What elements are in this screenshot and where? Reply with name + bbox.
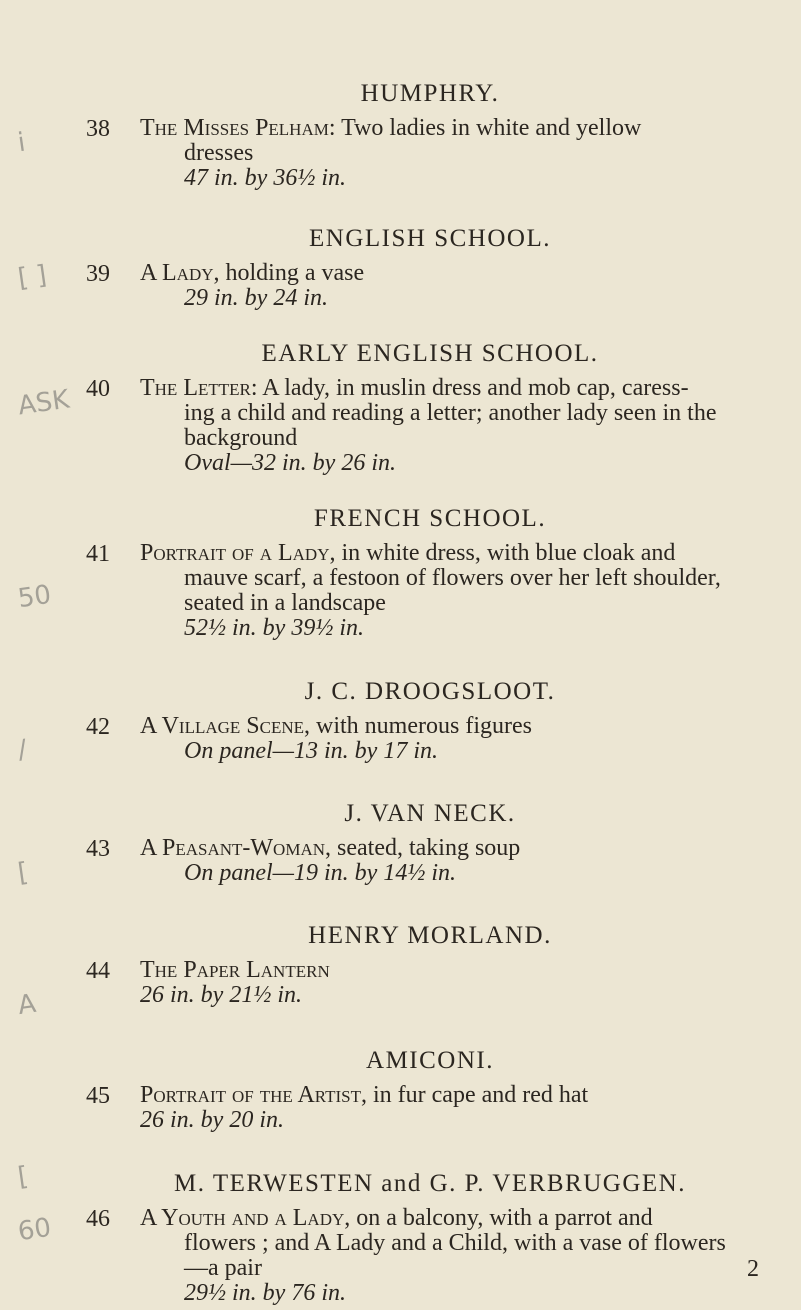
lot-measurement: Oval—32 in. by 26 in. bbox=[184, 450, 396, 476]
lot-text-continued: ing a child and reading a letter; another lady seen in the bbox=[184, 400, 717, 426]
lot-text: , with numerous figures bbox=[304, 713, 532, 739]
lot-measurement: 52½ in. by 39½ in. bbox=[184, 615, 364, 641]
margin-note: / bbox=[15, 734, 29, 766]
lot-measurement: 26 in. by 21½ in. bbox=[140, 982, 302, 1008]
artist-heading: AMICONI. bbox=[366, 1047, 494, 1074]
lot-text-continued: mauve scarf, a festoon of flowers over her left shoulder, bbox=[184, 565, 721, 591]
lot-description bbox=[140, 836, 780, 886]
margin-note: A bbox=[15, 988, 38, 1022]
lot-title: A Lady bbox=[140, 260, 214, 286]
lot-measurement: 47 in. by 36½ in. bbox=[184, 165, 346, 191]
artist-heading: FRENCH SCHOOL. bbox=[313, 505, 547, 532]
margin-note: [ bbox=[15, 857, 31, 889]
lot-text-continued: —a pair bbox=[184, 1255, 262, 1281]
lot-number: 40 bbox=[86, 376, 110, 402]
lot-text: : A lady, in muslin dress and mob cap, caress- bbox=[250, 375, 689, 401]
lot-text: , holding a vase bbox=[213, 260, 365, 286]
lot-number: 42 bbox=[86, 714, 110, 740]
lot-description bbox=[140, 714, 780, 764]
lot-text-continued: dresses bbox=[184, 140, 254, 166]
lot-description bbox=[140, 376, 780, 476]
lot-number: 41 bbox=[86, 541, 110, 567]
lot-measurement: 29 in. by 24 in. bbox=[184, 285, 328, 311]
margin-note: [ ] bbox=[16, 260, 49, 294]
lot-description bbox=[140, 261, 780, 311]
lot-description bbox=[140, 1206, 780, 1306]
lot-description bbox=[140, 1083, 780, 1133]
pencil-margin-notes bbox=[0, 0, 80, 1310]
artist-heading: HENRY MORLAND. bbox=[308, 922, 552, 949]
artist-heading: J. VAN NECK. bbox=[344, 800, 516, 827]
artist-heading: HUMPHRY. bbox=[360, 80, 500, 107]
lot-measurement: 29½ in. by 76 in. bbox=[184, 1280, 346, 1306]
lot-title: A Village Scene bbox=[140, 713, 305, 739]
margin-note: 60 bbox=[16, 1212, 54, 1248]
artist-heading: EARLY ENGLISH SCHOOL. bbox=[261, 340, 599, 367]
lot-text: , in fur cape and red hat bbox=[360, 1082, 589, 1108]
lot-title: The Letter bbox=[140, 375, 251, 401]
lot-text: : Two ladies in white and yellow bbox=[328, 115, 642, 141]
margin-note: [ bbox=[15, 1161, 31, 1193]
lot-text: , in white dress, with blue cloak and bbox=[329, 540, 676, 566]
lot-measurement: 26 in. by 20 in. bbox=[140, 1107, 284, 1133]
lot-title: The Paper Lantern bbox=[140, 957, 330, 983]
margin-note: ASK bbox=[16, 384, 72, 422]
lot-description bbox=[140, 541, 780, 641]
lot-title: Portrait of a Lady bbox=[140, 540, 330, 566]
margin-note: 50 bbox=[16, 579, 54, 615]
artist-heading: J. C. DROOGSLOOT. bbox=[304, 678, 556, 705]
lot-title: A Peasant-Woman bbox=[140, 835, 325, 861]
lot-measurement: On panel—19 in. by 14½ in. bbox=[184, 860, 456, 886]
lot-number: 43 bbox=[86, 836, 110, 862]
lot-text-continued: seated in a landscape bbox=[184, 590, 386, 616]
lot-text: , seated, taking soup bbox=[325, 835, 521, 861]
artist-heading: ENGLISH SCHOOL. bbox=[309, 225, 551, 252]
lot-title: A Youth and a Lady bbox=[140, 1205, 345, 1231]
lot-description bbox=[140, 116, 780, 191]
lot-measurement: On panel—13 in. by 17 in. bbox=[184, 738, 438, 764]
lot-number: 38 bbox=[86, 116, 110, 142]
lot-number: 45 bbox=[86, 1083, 110, 1109]
lot-number: 39 bbox=[86, 261, 110, 287]
lot-text-continued: flowers ; and A Lady and a Child, with a vase of flowers bbox=[184, 1230, 726, 1256]
artist-heading: M. TERWESTEN and G. P. VERBRUGGEN. bbox=[174, 1170, 686, 1197]
lot-number: 44 bbox=[86, 958, 110, 984]
lot-title: Portrait of the Artist bbox=[140, 1082, 361, 1108]
lot-text: , on a balcony, with a parrot and bbox=[344, 1205, 653, 1231]
lot-description bbox=[140, 958, 780, 1008]
lot-quantity: 2 bbox=[747, 1256, 759, 1282]
lot-title: The Misses Pelham bbox=[140, 115, 329, 141]
lot-number: 46 bbox=[86, 1206, 110, 1232]
margin-note: i bbox=[15, 127, 28, 159]
lot-text-continued: background bbox=[184, 425, 298, 451]
